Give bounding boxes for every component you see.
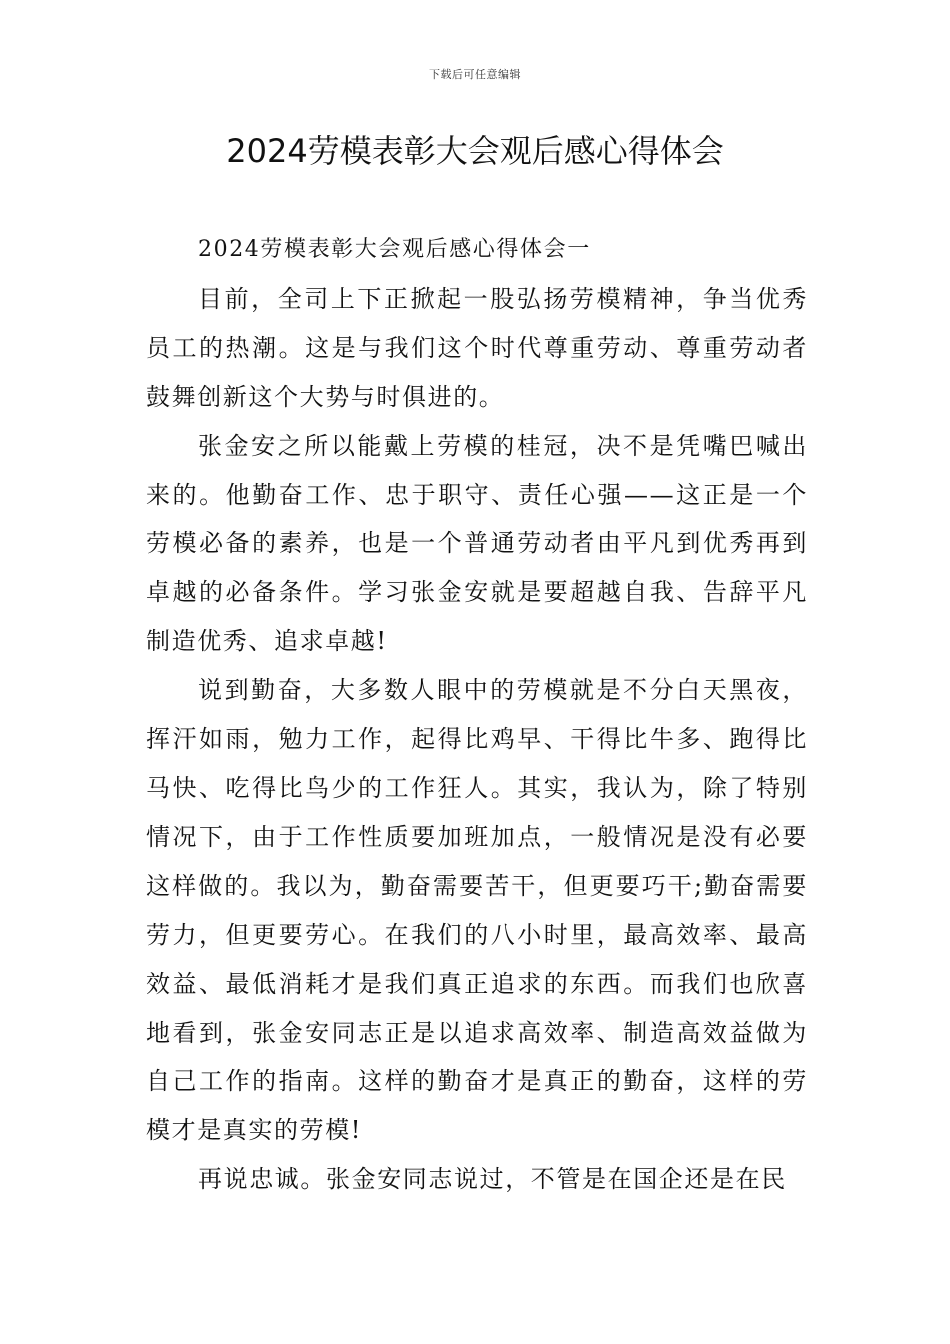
paragraph-4: 再说忠诚。张金安同志说过，不管是在国企还是在民: [198, 1165, 787, 1194]
section-subtitle: 2024劳模表彰大会观后感心得体会一: [198, 237, 591, 262]
paragraph-2: 张金安之所以能戴上劳模的桂冠，决不是凭嘴巴喊出来的。他勤奋工作、忠于职守、责任心强——这正是一个劳模必备的素养，也是一个普通劳动者由平凡到优秀再到卓越的必备条件。学习张金安就是要超越自我、告辞平凡制造优秀、追求卓越!: [146, 431, 808, 656]
document-title: 2024劳模表彰大会观后感心得体会: [226, 132, 724, 170]
header-note: 下载后可任意编辑: [429, 68, 521, 81]
paragraph-1: 目前，全司上下正掀起一股弘扬劳模精神，争当优秀员工的热潮。这是与我们这个时代尊重劳动、尊重劳动者鼓舞创新这个大势与时俱进的。: [146, 284, 808, 411]
paragraph-3: 说到勤奋，大多数人眼中的劳模就是不分白天黑夜，挥汗如雨，勉力工作，起得比鸡早、干得比牛多、跑得比马快、吃得比鸟少的工作狂人。其实，我认为，除了特别情况下，由于工作性质要加班加点，一般情况是没有必要这样做的。我以为，勤奋需要苦干，但更要巧干;勤奋需要劳力，但更要劳心。在我们的八小时里，最高效率、最高效益、最低消耗才是我们真正追求的东西。而我们也欣喜地看到，张金安同志正是以追求高效率、制造高效益做为自己工作的指南。这样的勤奋才是真正的勤奋，这样的劳模才是真实的劳模!: [146, 676, 808, 1145]
document-body: [146, 226, 808, 1204]
